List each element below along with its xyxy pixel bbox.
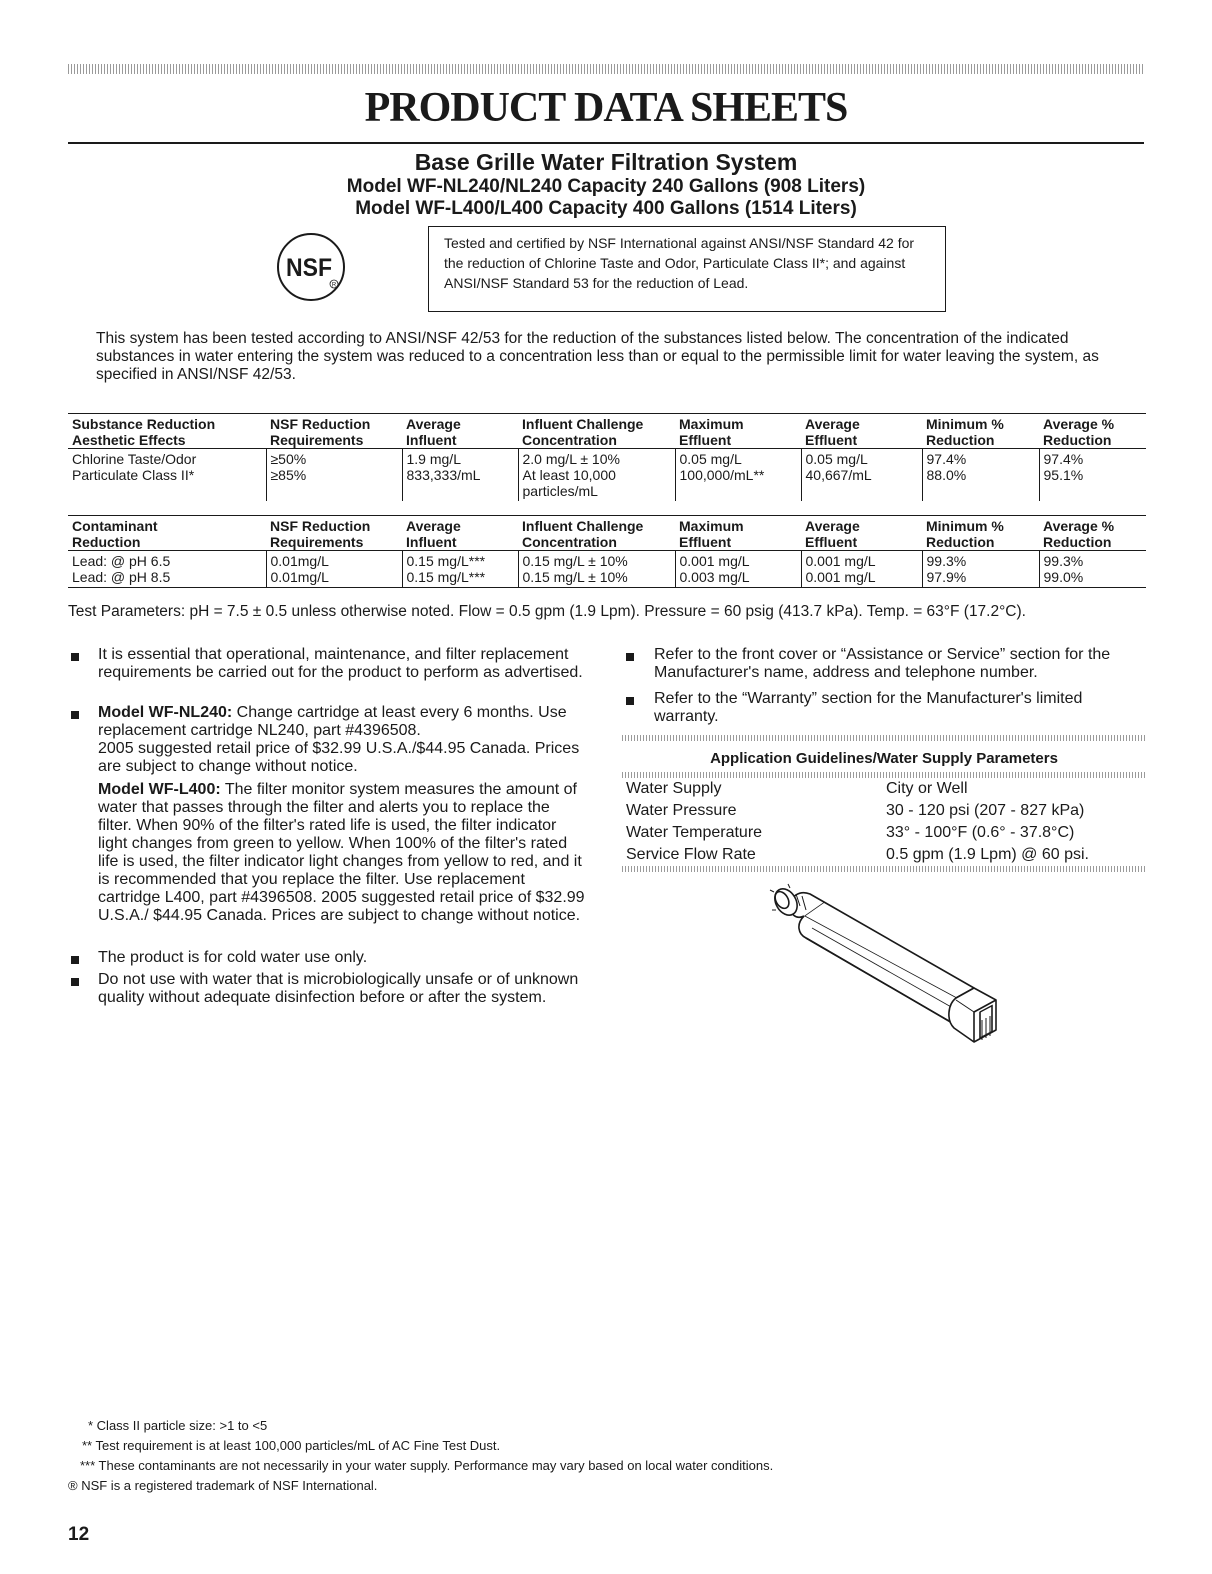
- bullet-cold-water: The product is for cold water use only.: [98, 949, 368, 966]
- column-header: Maximum Effluent: [675, 414, 801, 449]
- model-heading-nl240: Model WF-NL240/NL240 Capacity 240 Gallons (908 Liters): [346, 176, 866, 197]
- table-cell: 99.3% 99.0%: [1039, 551, 1146, 588]
- table-cell: 0.05 mg/L 40,667/mL: [801, 449, 922, 502]
- table-row: [626, 778, 1146, 800]
- table-cell: 0.15 mg/L ± 10% 0.15 mg/L ± 10%: [518, 551, 675, 588]
- table-row: [626, 844, 1146, 866]
- table-cell: Chlorine Taste/Odor Particulate Class II*: [72, 451, 197, 483]
- certification-box: Tested and certified by NSF International against ANSI/NSF Standard 42 for the reduction of Chlorine Taste and Odor, Particulate Class II*; and against ANSI/NSF Standard 53 for the reduction of Lead.: [428, 226, 946, 312]
- column-header: Average Influent: [402, 516, 518, 551]
- bullet-icon: [71, 711, 79, 719]
- table-cell: 0.001 mg/L 0.001 mg/L: [801, 551, 922, 588]
- table-row: [68, 449, 1146, 502]
- column-header: Contaminant Reduction: [68, 516, 266, 551]
- column-header: Minimum % Reduction: [922, 516, 1039, 551]
- bullet-model-nl240: [98, 704, 588, 740]
- bullet-icon: [71, 956, 79, 964]
- column-header: NSF Reduction Requirements: [266, 414, 402, 449]
- footnote: * Class II particle size: >1 to <5: [88, 1418, 268, 1433]
- model-nl240-label: Model WF-NL240:: [98, 704, 233, 721]
- table-cell: ≥50% ≥85%: [266, 449, 402, 502]
- page-number: 12: [68, 1524, 90, 1545]
- bullet-microbiological: Do not use with water that is microbiologically unsafe or of unknown quality without adequate disinfection before or after the system.: [98, 971, 579, 1006]
- guideline-value: 33° - 100°F (0.6° - 37.8°C): [886, 824, 1075, 841]
- table-cell: 0.01mg/L 0.01mg/L: [266, 551, 402, 588]
- registered-mark-icon: R: [331, 282, 337, 289]
- column-header: Influent Challenge Concentration: [518, 516, 675, 551]
- footnote: ** Test requirement is at least 100,000 particles/mL of AC Fine Test Dust.: [82, 1438, 501, 1453]
- guideline-value: 0.5 gpm (1.9 Lpm) @ 60 psi.: [886, 846, 1089, 863]
- guideline-label: Water Pressure: [626, 802, 737, 819]
- table-row: [626, 800, 1146, 822]
- column-header: Average Effluent: [801, 414, 922, 449]
- model-l400-text: The filter monitor system measures the amount of water that passes through the filter and alerts you to replace the filter. When 90% of the filter's rated life is used, the filter indicator light changes from green to yellow. When 100% of the filter's rated life is used, the filter indicator light changes from yellow to red, and it is recommended that you replace the filter. Use replacement cartridge L400, part #4396508. 2005 suggested retail price of $32.99 U.S.A./ $44.95 Canada. Prices are subject to change without notice.: [98, 781, 585, 924]
- column-header: Average Influent: [402, 414, 518, 449]
- column-header: Minimum % Reduction: [922, 414, 1039, 449]
- filter-cartridge-illustration: [760, 880, 1020, 1060]
- system-title: Base Grille Water Filtration System: [414, 149, 798, 175]
- page-title: PRODUCT DATA SHEETS: [364, 85, 848, 131]
- table-header-row: [68, 414, 1146, 449]
- intro-paragraph: This system has been tested according to ANSI/NSF 42/53 for the reduction of the substances listed below. The concentration of the indicated substances in water entering the system was reduced to a concentration less than or equal to the permissible limit for water leaving the system, as specified in ANSI/NSF 42/53.: [96, 330, 1099, 383]
- column-header: Average Effluent: [801, 516, 922, 551]
- guideline-value: 30 - 120 psi (207 - 827 kPa): [886, 802, 1085, 819]
- table-cell: 99.3% 97.9%: [922, 551, 1039, 588]
- application-guidelines-table: [626, 778, 1146, 866]
- guidelines-bottom-band: [622, 866, 1146, 872]
- guideline-label: Service Flow Rate: [626, 846, 756, 863]
- model-l400-paragraph: [98, 781, 588, 925]
- table-header-row: [68, 516, 1146, 551]
- bullet-icon: [71, 653, 79, 661]
- table-row: [626, 822, 1146, 844]
- table-cell: Lead: @ pH 6.5 Lead: @ pH 8.5: [72, 553, 171, 585]
- table-row: [68, 551, 1146, 588]
- nsf-logo: [276, 232, 346, 302]
- column-header: Average % Reduction: [1039, 414, 1146, 449]
- nsf-logo-text: NSF: [286, 254, 332, 282]
- top-decorative-band: [68, 64, 1144, 74]
- guideline-value: City or Well: [886, 780, 968, 797]
- table-cell: 97.4% 95.1%: [1039, 449, 1146, 502]
- bullet-assistance: Refer to the front cover or “Assistance or Service” section for the Manufacturer's name, address and telephone number.: [654, 646, 1111, 681]
- column-header: NSF Reduction Requirements: [266, 516, 402, 551]
- table-cell: 0.001 mg/L 0.003 mg/L: [675, 551, 801, 588]
- column-header: Substance Reduction Aesthetic Effects: [68, 414, 266, 449]
- guidelines-top-band: [622, 735, 1146, 741]
- aesthetic-effects-table: [68, 413, 1146, 501]
- column-header: Influent Challenge Concentration: [518, 414, 675, 449]
- model-nl240-price: 2005 suggested retail price of $32.99 U.S.A./$44.95 Canada. Prices are subject to change without notice.: [98, 740, 580, 775]
- model-heading-l400: Model WF-L400/L400 Capacity 400 Gallons (1514 Liters): [355, 198, 857, 219]
- table-cell: 1.9 mg/L 833,333/mL: [402, 449, 518, 502]
- contaminant-reduction-table: [68, 515, 1146, 588]
- bullet-icon: [626, 697, 634, 705]
- bullet-icon: [71, 978, 79, 986]
- test-parameters: Test Parameters: pH = 7.5 ± 0.5 unless otherwise noted. Flow = 0.5 gpm (1.9 Lpm). Pressure = 60 psig (413.7 kPa). Temp. = 63°F (17.2°C).: [68, 603, 1026, 620]
- table-cell: 0.15 mg/L*** 0.15 mg/L***: [402, 551, 518, 588]
- bullet-icon: [626, 653, 634, 661]
- footnotes: [68, 1416, 1080, 1496]
- table-cell: 0.05 mg/L 100,000/mL**: [675, 449, 801, 502]
- title-rule: [68, 142, 1144, 144]
- guideline-label: Water Supply: [626, 780, 722, 797]
- model-nl240-text: Change cartridge at least every 6 months. Use replacement cartridge NL240, part #4396508.: [98, 704, 567, 739]
- column-header: Maximum Effluent: [675, 516, 801, 551]
- table-cell: 97.4% 88.0%: [922, 449, 1039, 502]
- column-header: Average % Reduction: [1039, 516, 1146, 551]
- bullet-warranty: Refer to the “Warranty” section for the Manufacturer's limited warranty.: [654, 690, 1083, 725]
- footnote: ® NSF is a registered trademark of NSF International.: [68, 1478, 378, 1493]
- bullet-maintenance: It is essential that operational, maintenance, and filter replacement requirements be carried out for the product to perform as advertised.: [98, 646, 583, 681]
- table-cell: 2.0 mg/L ± 10% At least 10,000 particles/mL: [518, 449, 675, 502]
- application-guidelines-title: Application Guidelines/Water Supply Parameters: [710, 750, 1058, 767]
- footnote: *** These contaminants are not necessarily in your water supply. Performance may vary based on local water conditions.: [80, 1458, 774, 1473]
- guideline-label: Water Temperature: [626, 824, 763, 841]
- model-l400-label: Model WF-L400:: [98, 781, 221, 798]
